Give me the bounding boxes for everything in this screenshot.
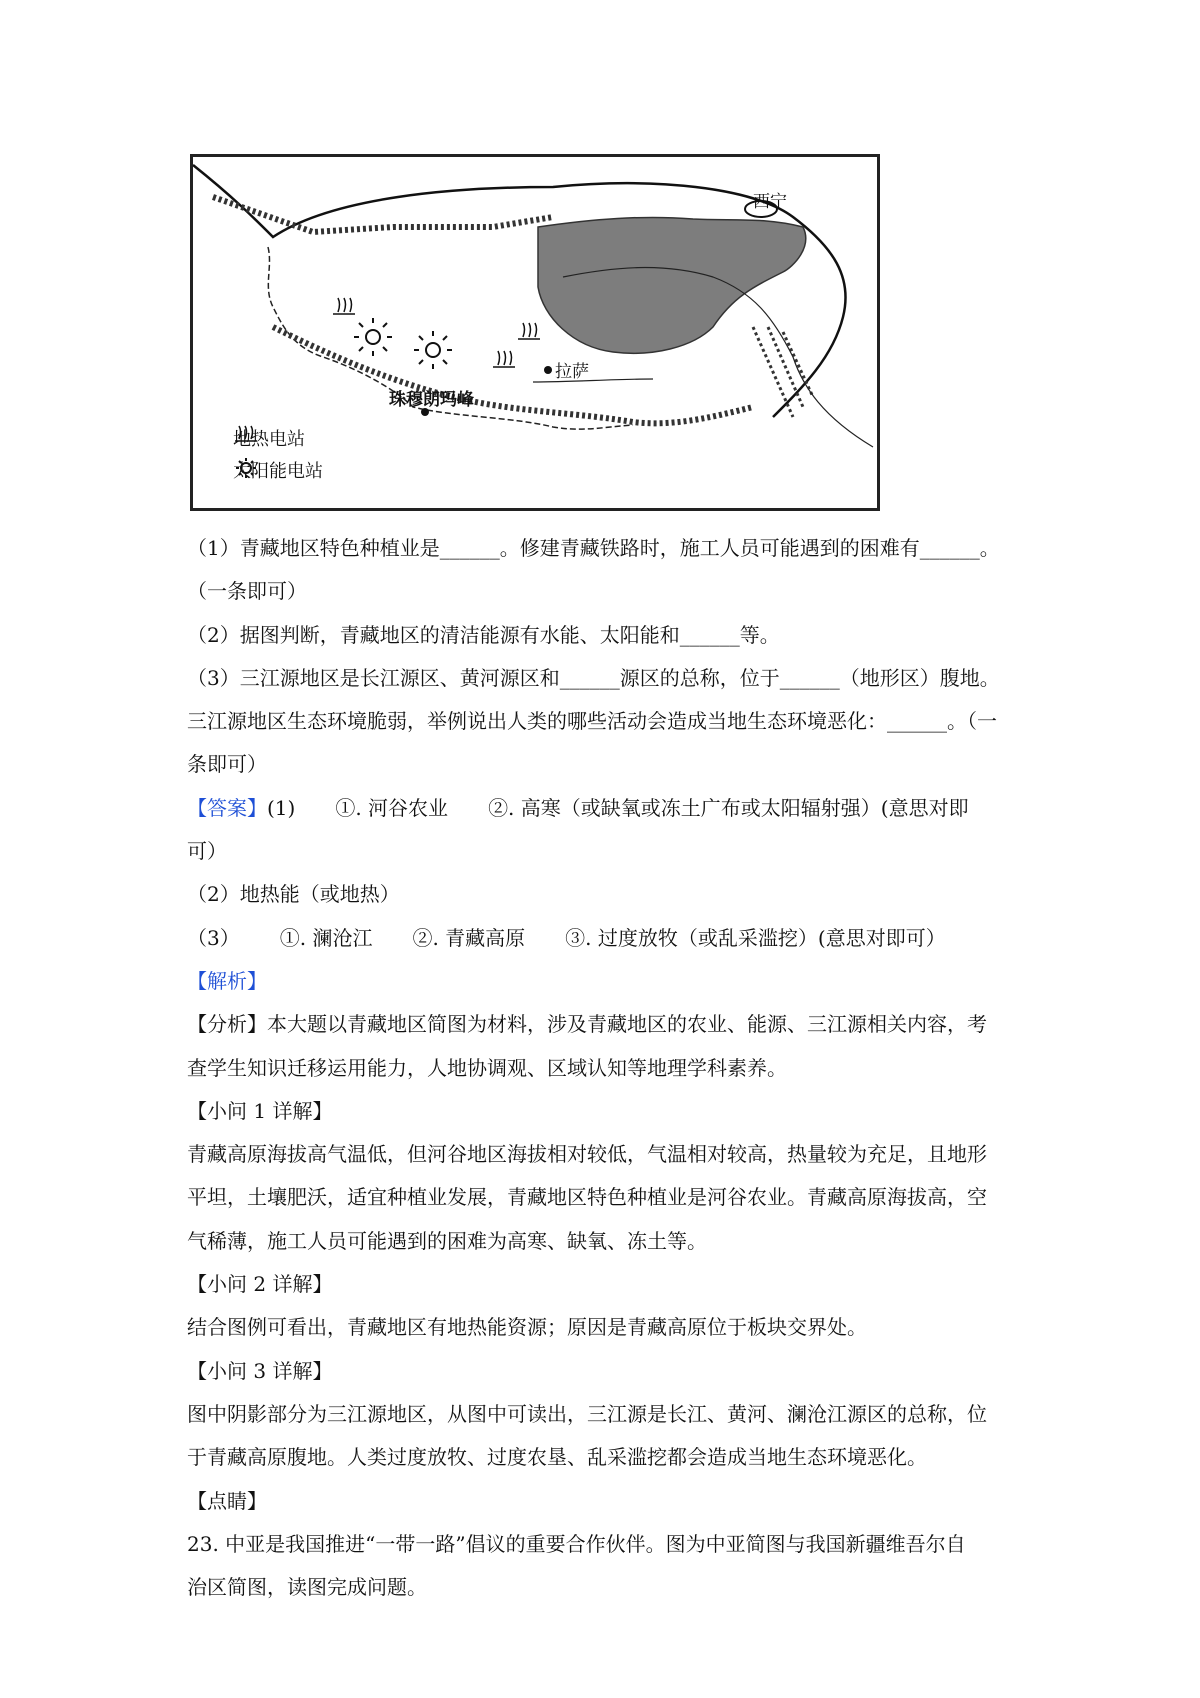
solar-station-icon [354, 318, 452, 369]
xining-label: 西宁 [753, 192, 787, 212]
analysis-summary-line-2: 查学生知识迁移运用能力，人地协调观、区域认知等地理学科素养。 [187, 1055, 787, 1080]
lhasa-point [544, 366, 552, 374]
answer-line-2: 可） [187, 839, 227, 864]
document-body [187, 527, 1027, 1609]
sub-question-1-line-3: 气稀薄，施工人员可能遇到的困难为高寒、缺氧、冻土等。 [187, 1228, 707, 1253]
hengduan-mountains [753, 327, 813, 417]
answer-3-part-2: ②. 青藏高原 [412, 925, 526, 950]
question-3-line-2: 三江源地区生态环境脆弱，举例说出人类的哪些活动会造成当地生态环境恶化：______。（一 [187, 709, 997, 734]
qinghai-tibet-map [190, 154, 880, 511]
question-3-line-1: （3）三江源地区是长江源区、黄河源区和______源区的总称，位于______（地形区）腹地。 [187, 665, 1000, 690]
legend-solar [233, 457, 323, 483]
question-1-line-2: （一条即可） [187, 579, 307, 604]
sub-question-3-line-1: 图中阴影部分为三江源地区，从图中可读出，三江源是长江、黄河、澜沧江源区的总称，位 [187, 1401, 987, 1426]
answer-3-number: （3） [187, 925, 240, 950]
sub-question-1-line-2: 平坦，土壤肥沃，适宜种植业发展，青藏地区特色种植业是河谷农业。青藏高原海拔高，空 [187, 1185, 987, 1210]
analysis-summary-line-1: 【分析】本大题以青藏地区简图为材料，涉及青藏地区的农业、能源、三江源相关内容，考 [187, 1012, 987, 1037]
legend-solar-label: 太阳能电站 [233, 461, 323, 482]
sanjiangyuan-region [538, 217, 806, 353]
legend-geothermal-label: 地热电站 [233, 429, 305, 450]
answer-2: （2）地热能（或地热） [187, 882, 400, 907]
question-1-line-1: （1）青藏地区特色种植业是______。修建青藏铁路时，施工人员可能遇到的困难有______。 [187, 536, 1000, 560]
lhasa-label: 拉萨 [555, 362, 589, 382]
question-23-line-2: 治区简图，读图完成问题。 [187, 1575, 427, 1600]
sub-question-2-line-1: 结合图例可看出，青藏地区有地热能资源；原因是青藏高原位于板块交界处。 [187, 1315, 867, 1340]
answer-3 [187, 917, 1027, 960]
sub-question-2-heading: 【小问 2 详解】 [187, 1272, 333, 1297]
sub-question-3-line-2: 于青藏高原腹地。人类过度放牧、过度农垦、乱采滥挖都会造成当地生态环境恶化。 [187, 1445, 927, 1470]
sub-question-1-line-1: 青藏高原海拔高气温低，但河谷地区海拔相对较低，气温相对较高，热量较为充足，且地形 [187, 1142, 987, 1167]
legend-geothermal [233, 425, 305, 451]
question-23-line-1: 23. 中亚是我国推进“一带一路”倡议的重要合作伙伴。图为中亚简图与我国新疆维吾尔自 [187, 1531, 966, 1556]
dianjing-heading: 【点睛】 [187, 1488, 267, 1513]
answer-3-part-1: ①. 澜沧江 [279, 925, 373, 950]
sub-question-1-heading: 【小问 1 详解】 [187, 1098, 333, 1123]
answer-1-part-1: ①. 河谷农业 [335, 795, 449, 820]
question-2: （2）据图判断，青藏地区的清洁能源有水能、太阳能和______等。 [187, 622, 780, 647]
geothermal-legend-icon [233, 425, 259, 443]
answer-3-part-3: ③. 过度放牧（或乱采滥挖）(意思对即可） [565, 925, 946, 950]
sub-question-3-heading: 【小问 3 详解】 [187, 1358, 333, 1383]
question-3-line-3: 条即可） [187, 752, 267, 777]
answer-line-1 [187, 787, 1027, 830]
solar-legend-icon [233, 457, 259, 479]
answer-1-number: (1) [267, 795, 296, 820]
answer-tag: 【答案】 [187, 795, 267, 820]
yarlung-river [533, 379, 653, 382]
analysis-tag: 【解析】 [187, 968, 267, 993]
answer-1-part-2: ②. 高寒（或缺氧或冻土广布或太阳辐射强）(意思对即 [488, 795, 969, 820]
everest-label: 珠穆朗玛峰 [389, 390, 474, 410]
